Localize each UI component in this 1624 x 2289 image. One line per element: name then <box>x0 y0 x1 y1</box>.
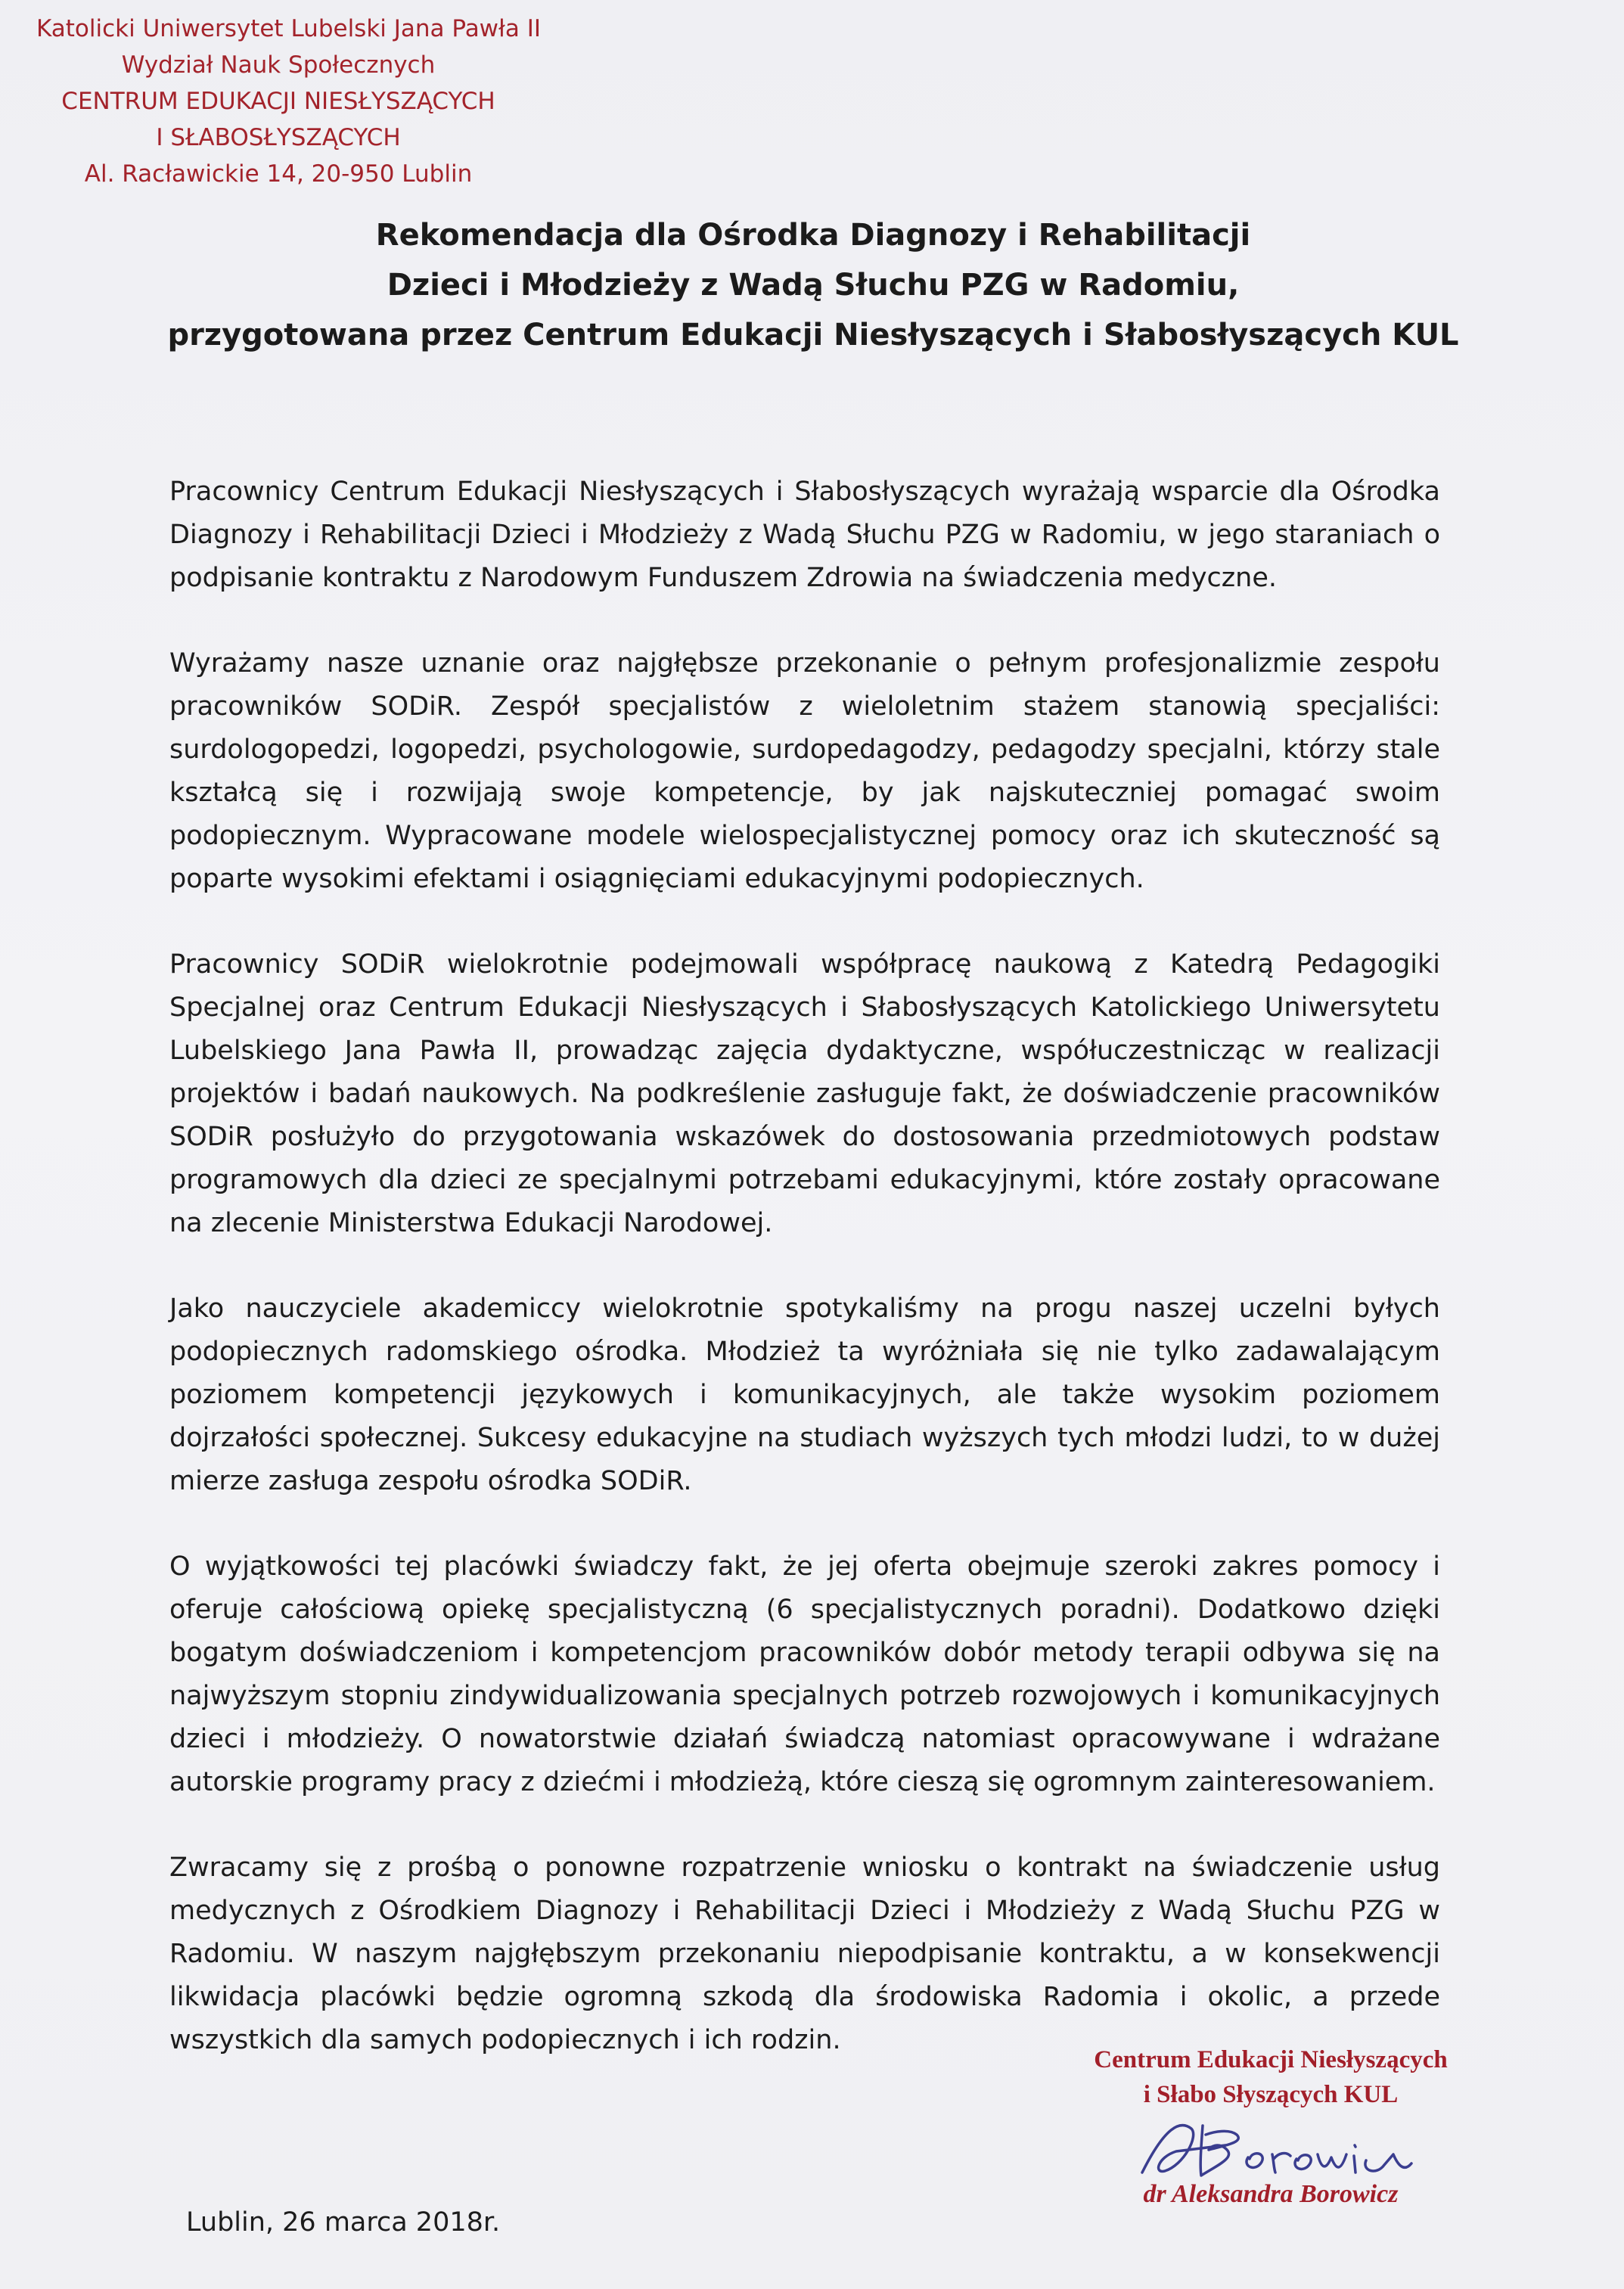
stamp-line-address: Al. Racławickie 14, 20-950 Lublin <box>84 160 473 188</box>
stamp-line-center-cont: I SŁABOSŁYSZĄCYCH <box>156 124 401 151</box>
title-line-1: Rekomendacja dla Ośrodka Diagnozy i Rehabilitacji <box>375 218 1251 253</box>
title-line-2: Dzieci i Młodzieży z Wadą Słuchu PZG w Radomiu, <box>387 268 1240 303</box>
paragraph-uniqueness: O wyjątkowości tej placówki świadczy fakt, że jej oferta obejmuje szeroki zakres pomocy i oferuje całościową opiekę specjalistyczną (6 specjalistycznych poradni). Dodatkowo dzięki bogatym doświadczeniom i kompetencjom pracowników dobór metody terapii odbywa się na najwyższym stopniu zindywidualizowania specjalnych potrzeb rozwojowych i komunikacyjnych dzieci i młodzieży. O nowatorstwie działań świadczą natomiast opracowywane i wdrażane autorskie programy pracy z dziećmi i młodzieżą, które cieszą się ogromnym zainteresowaniem. <box>169 1551 1440 1797</box>
document-title <box>151 210 1475 360</box>
handwritten-signature-icon <box>1112 2112 1430 2185</box>
signature-org-line-2: i Słabo Słyszących KUL <box>1143 2081 1399 2108</box>
title-line-3: przygotowana przez Centrum Edukacji Niesłyszących i Słabosłyszących KUL <box>167 318 1459 353</box>
paragraph-academic-experience: Jako nauczyciele akademiccy wielokrotnie spotykaliśmy na progu naszej uczelni byłych podopiecznych radomskiego ośrodka. Młodzież ta wyróżniała się nie tylko zadawalającym poziomem kompetencji językowych i komunikacyjnych, ale także wysokim poziomem dojrzałości społecznej. Sukcesy edukacyjne na studiach wyższych tych młodzi ludzi, to w dużej mierze zasługa zespołu ośrodka SODiR. <box>169 1294 1440 1496</box>
paragraph-cooperation: Pracownicy SODiR wielokrotnie podejmowali współpracę naukową z Katedrą Pedagogiki Specjalnej oraz Centrum Edukacji Niesłyszących i Słabosłyszących Katolickiego Uniwersytetu Lubelskiego Jana Pawła II, prowadząc zajęcia dydaktyczne, współuczestnicząc w realizacji projektów i badań naukowych. Na podkreślenie zasługuje fakt, że doświadczenie pracowników SODiR posłużyło do przygotowania wskazówek do dostosowania przedmiotowych podstaw programowych dla dzieci ze specjalnymi potrzebami edukacyjnymi, które zostały opracowane na zlecenie Ministerstwa Edukacji Narodowej. <box>169 949 1440 1238</box>
paragraph-recognition: Wyrażamy nasze uznanie oraz najgłębsze przekonanie o pełnym profesjonalizmie zespołu pracowników SODiR. Zespół specjalistów z wieloletnim stażem stanowią specjaliści: surdologopedzi, logopedzi, psychologowie, surdopedagodzy, pedagodzy specjalni, którzy stale kształcą się i rozwijają swoje kompetencje, by jak najskuteczniej pomagać swoim podopiecznym. Wypracowane modele wielospecjalistycznej pomocy oraz ich skuteczność są poparte wysokimi efektami i osiągnięciami edukacyjnymi podopiecznych. <box>169 648 1440 894</box>
place-and-date: Lublin, 26 marca 2018r. <box>186 2207 501 2238</box>
signature-stamp <box>1036 2042 1505 2209</box>
stamp-line-university: Katolicki Uniwersytet Lubelski Jana Pawła II <box>36 15 541 42</box>
stamp-line-faculty: Wydział Nauk Społecznych <box>121 51 436 79</box>
paragraph-support: Pracownicy Centrum Edukacji Niesłyszących i Słabosłyszących wyrażają wsparcie dla Ośrodka Diagnozy i Rehabilitacji Dzieci i Młodzieży z Wadą Słuchu PZG w Radomiu, w jego staraniach o podpisanie kontraktu z Narodowym Funduszem Zdrowia na świadczenia medyczne. <box>169 477 1440 593</box>
letter-body <box>169 471 1440 2104</box>
header-stamp <box>36 11 541 192</box>
signatory-name: dr Aleksandra Borowicz <box>1143 2180 1399 2208</box>
signature-org-line-1: Centrum Edukacji Niesłyszących <box>1094 2046 1448 2073</box>
stamp-line-center: CENTRUM EDUKACJI NIESŁYSZĄCYCH <box>61 88 495 115</box>
paragraph-request: Zwracamy się z prośbą o ponowne rozpatrzenie wniosku o kontrakt na świadczenie usług medycznych z Ośrodkiem Diagnozy i Rehabilitacji Dzieci i Młodzieży z Wadą Słuchu PZG w Radomiu. W naszym najgłębszym przekonaniu niepodpisanie kontraktu, a w konsekwencji likwidacja placówki będzie ogromną szkodą dla środowiska Radomia i okolic, a przede wszystkich dla samych podopiecznych i ich rodzin. <box>169 1853 1440 2055</box>
